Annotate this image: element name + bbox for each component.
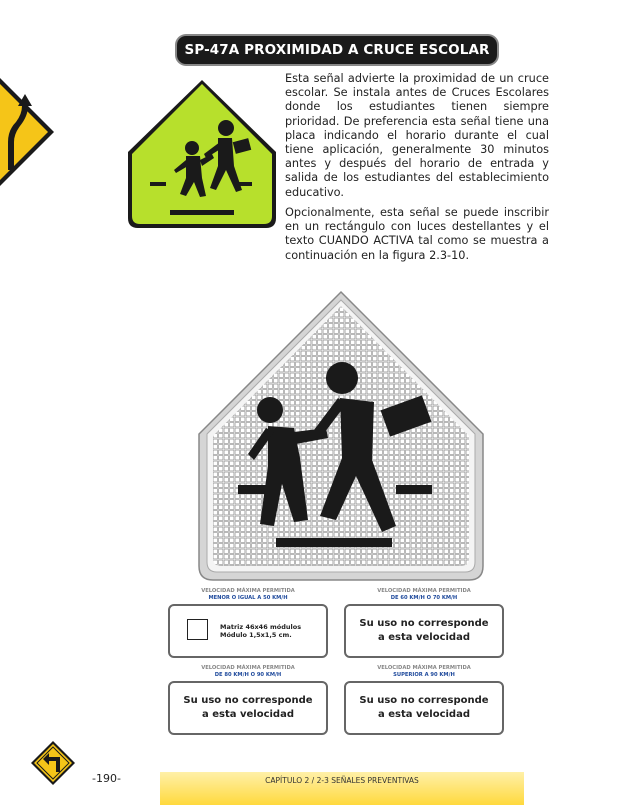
- speed-caption: [168, 588, 328, 602]
- speed-caption: [168, 665, 328, 679]
- speed-panel-message: Su uso no corresponde a esta velocidad: [359, 618, 489, 643]
- speed-caption-label: VELOCIDAD MÁXIMA PERMITIDA: [201, 588, 295, 594]
- speed-panel-box: [344, 604, 504, 658]
- chapter-label: CAPÍTULO 2 / 2-3 SEÑALES PREVENTIVAS: [265, 776, 419, 785]
- left-turn-warning-sign-icon: [30, 740, 76, 786]
- speed-panel-box: [168, 681, 328, 735]
- speed-panel-message: Su uso no corresponde a esta velocidad: [183, 695, 313, 720]
- speed-caption: [344, 588, 504, 602]
- matrix-spec-text: Matriz 46x46 módulos Módulo 1,5x1,5 cm.: [220, 623, 302, 639]
- speed-caption-label: VELOCIDAD MÁXIMA PERMITIDA: [377, 665, 471, 671]
- speed-caption-label: VELOCIDAD MÁXIMA PERMITIDA: [201, 665, 295, 671]
- description-paragraph: Esta señal advierte la proximidad de un cruce escolar. Se instala antes de Cruces Escolares donde los estudiantes tienen siempre prioridad. De preferencia esta señal tiene una placa indicando el horario durante el cual tiene aplicación, generalmente 30 minutos antes y después del horario de entrada y salida de los estudiantes del establecimiento educativo.: [285, 72, 549, 199]
- page-number: -190-: [92, 772, 121, 785]
- speed-caption-label: VELOCIDAD MÁXIMA PERMITIDA: [377, 588, 471, 594]
- speed-panel-message: Su uso no corresponde a esta velocidad: [359, 695, 489, 720]
- speed-panel-box: [168, 604, 328, 658]
- matrix-square-icon: [187, 619, 208, 640]
- speed-caption-range: DE 60 KM/H O 70 KM/H: [390, 595, 458, 601]
- options-paragraph: Opcionalmente, esta señal se puede inscribir en un rectángulo con luces destellantes y el texto CUANDO ACTIVA tal como se muestra a continuación en la figura 2.3-10.: [285, 206, 549, 262]
- speed-caption: [344, 665, 504, 679]
- speed-caption-range: SUPERIOR A 90 KM/H: [393, 672, 455, 678]
- curve-warning-sign-icon: [0, 72, 58, 192]
- school-crossing-led-matrix-sign-icon: [196, 290, 486, 582]
- speed-caption-range: DE 80 KM/H O 90 KM/H: [214, 672, 282, 678]
- speed-caption-range: MENOR O IGUAL A 50 KM/H: [208, 595, 288, 601]
- page-title: [177, 36, 497, 64]
- footer-band: [160, 772, 524, 805]
- school-crossing-sign-icon: [126, 78, 278, 230]
- speed-panel-box: [344, 681, 504, 735]
- page-title-text: SP-47A PROXIMIDAD A CRUCE ESCOLAR: [184, 42, 490, 58]
